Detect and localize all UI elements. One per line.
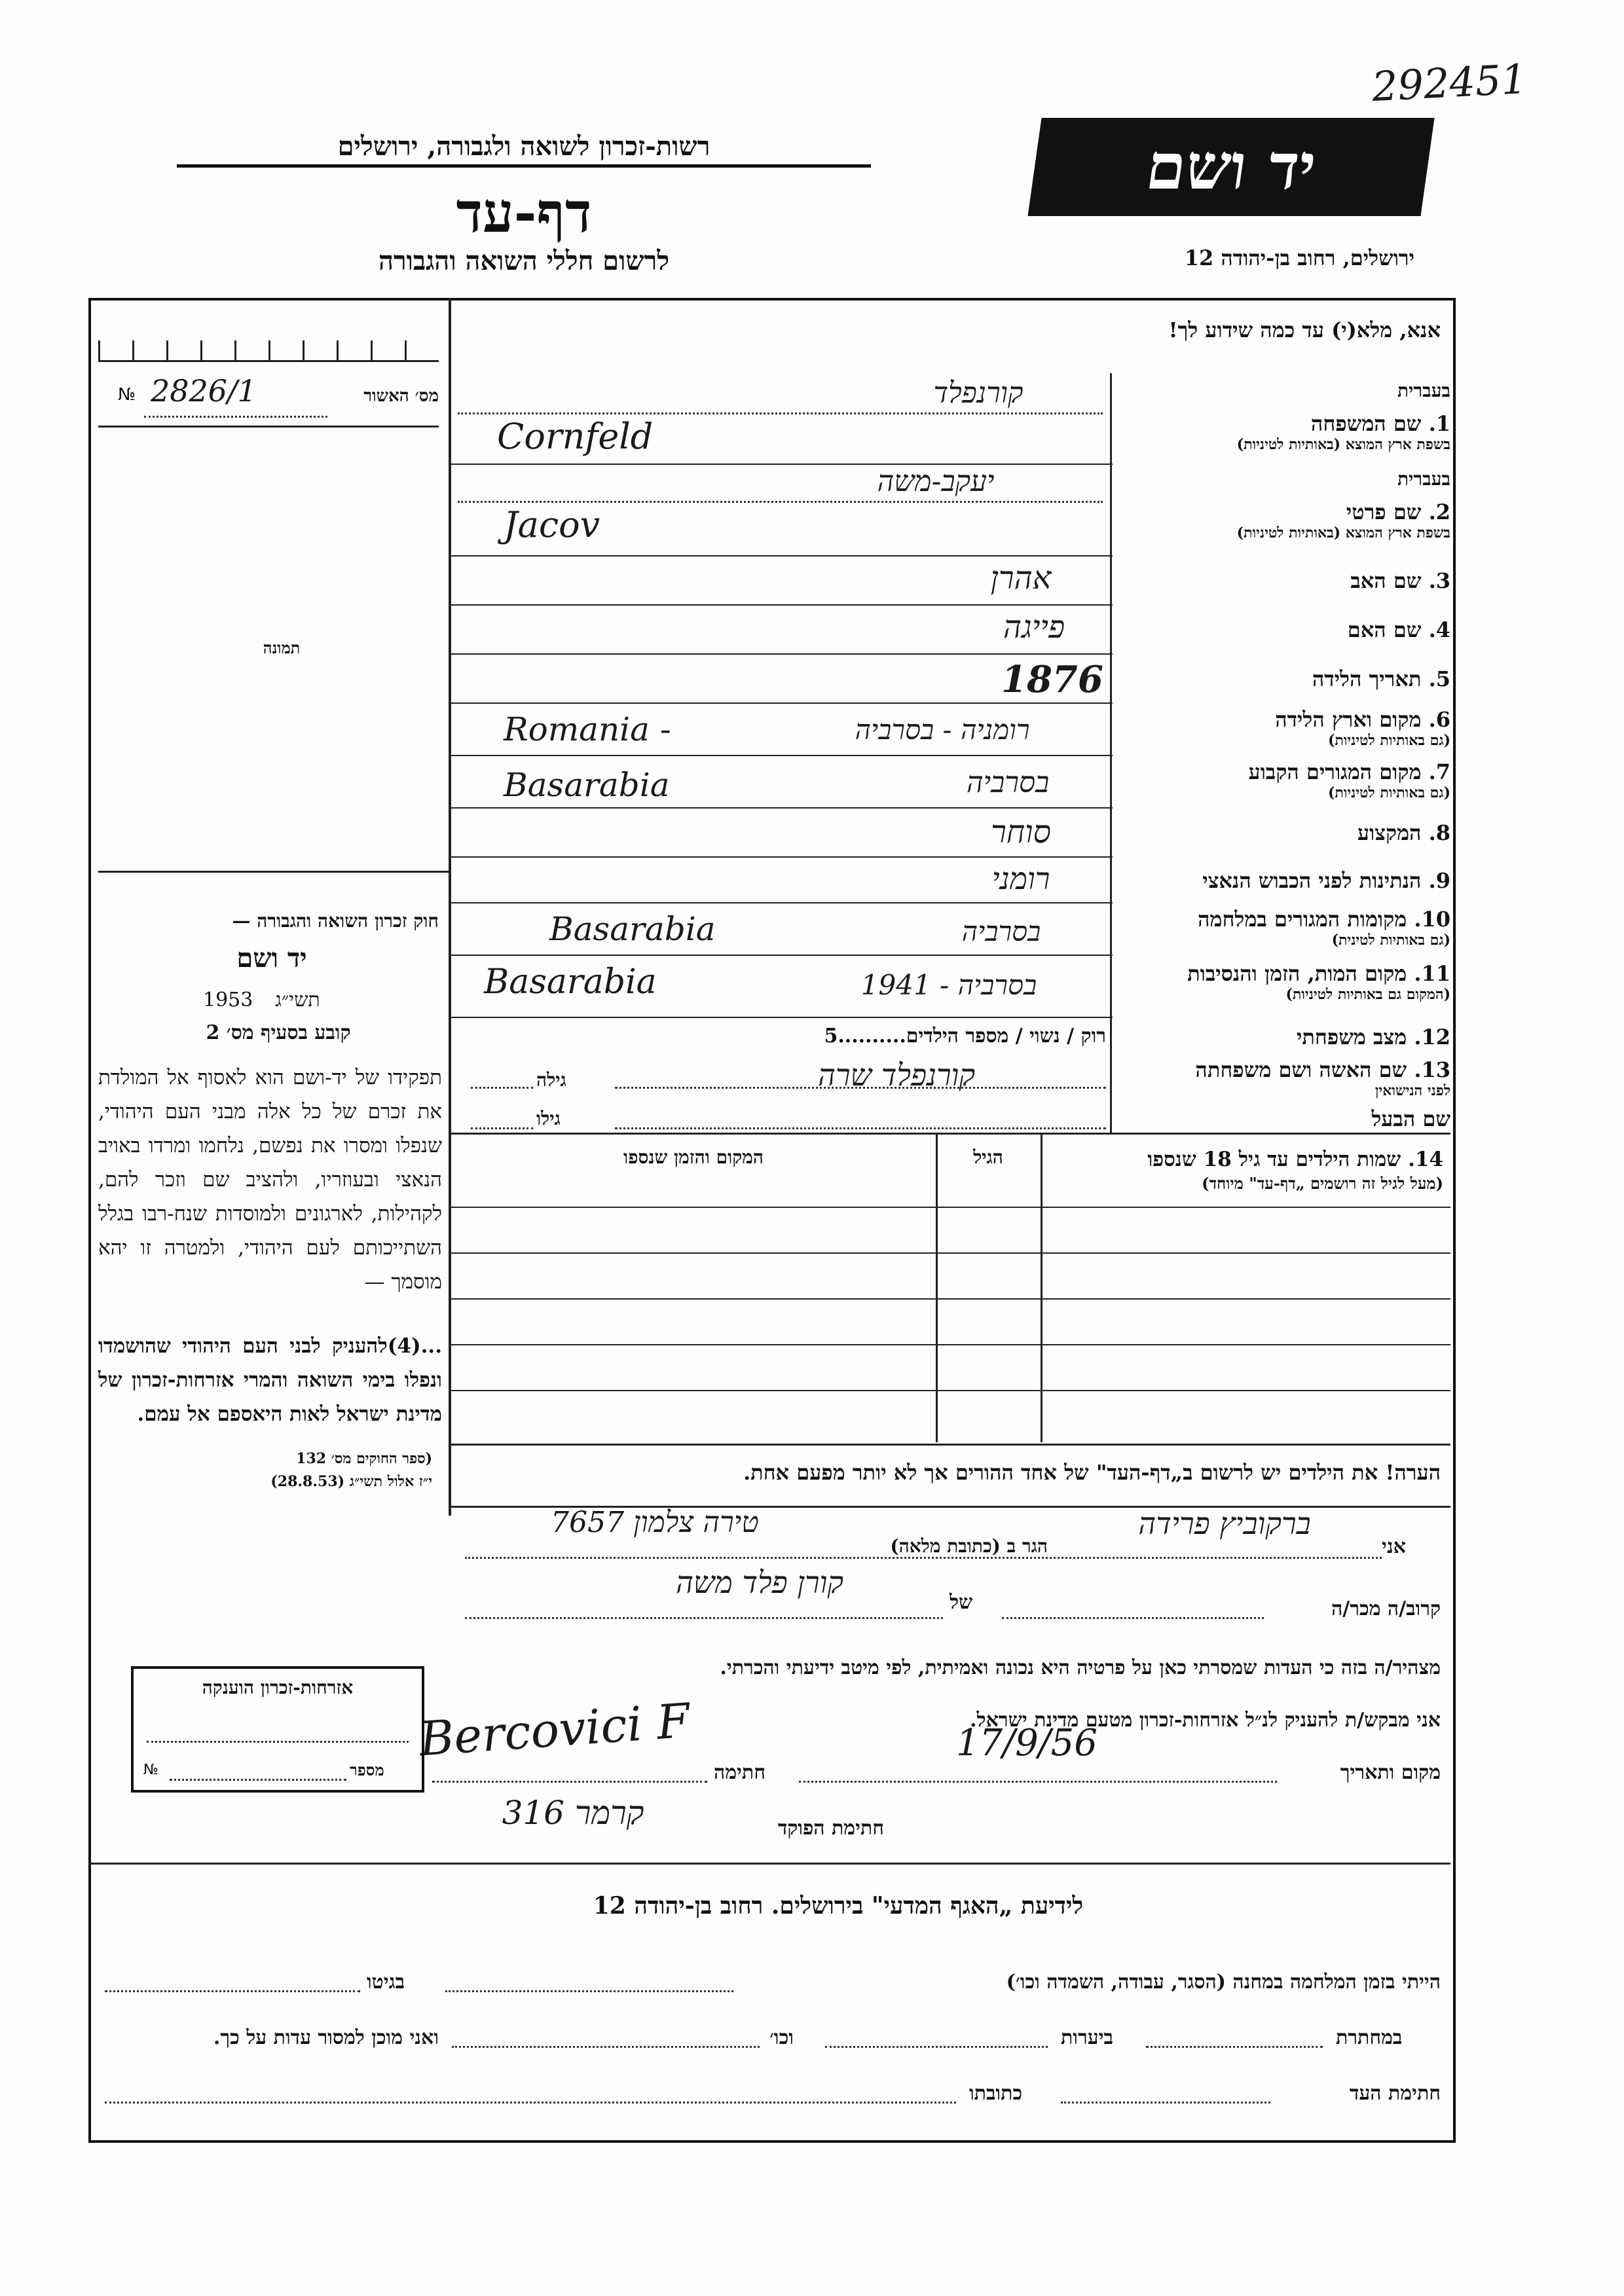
field-row-marital (451, 1018, 1450, 1057)
wartime-sub: (גם באותיות לטינית) (1331, 932, 1450, 949)
residence-label: מקום המגורים הקבוע (1248, 759, 1422, 784)
citizenship-number-dots (170, 1779, 346, 1781)
declaration-date: 17/9/56 (956, 1722, 1098, 1764)
birthdate-label: תאריך הלידה (1312, 666, 1422, 691)
wife-sub: לפני הנישואין (1375, 1082, 1450, 1099)
declaration-text: מצהיר/ה בזה כי העדות שמסרתי כאן על פרטיה היא נכונה ואמיתית, לפי מיטב ידיעתי והכרתי. (720, 1656, 1441, 1679)
field-row-birthdate (451, 655, 1450, 704)
children-label (1044, 1148, 1443, 1171)
children-row-line (451, 1298, 1450, 1300)
children-row-line (451, 1344, 1450, 1345)
death-sub: (המקום גם באותיות לטיניות) (1285, 986, 1450, 1003)
form-title: דף-עד (456, 180, 592, 245)
ghetto-label: בגיטו (367, 1971, 405, 1994)
etc-label: וכו׳ (769, 2026, 794, 2049)
children-age-header: הגיל (973, 1146, 1003, 1168)
husband-label-block (1149, 1106, 1450, 1131)
approval-no-prefix: № (118, 385, 136, 405)
surname-heb-line (458, 412, 1103, 414)
nationality-num: 9. (1428, 868, 1450, 893)
camp-dots (445, 1990, 733, 1992)
husband-name-dots (615, 1127, 1106, 1129)
firstname-heb-line (458, 501, 1103, 503)
children-row-line (451, 1390, 1450, 1391)
marital-label-block (1149, 1025, 1450, 1049)
death-num: 11. (1414, 961, 1450, 986)
marital-num: 12. (1414, 1025, 1450, 1049)
wartime-label-block (1149, 907, 1450, 949)
photo-bottom-rule (98, 871, 449, 873)
relative-name: קורן פלד משה (675, 1565, 844, 1600)
signature: Bercovici F (417, 1692, 692, 1767)
field-row-residence (451, 756, 1450, 809)
wife-label: שם האשה ושם משפחתה (1195, 1057, 1407, 1082)
wartime-heb: בסרביה (961, 915, 1041, 947)
field-row-husband (451, 1100, 1450, 1133)
residence-sub: (גם באותיות לטיניות) (1327, 784, 1450, 801)
birthplace-label-block (1149, 707, 1450, 749)
citizenship-number-label: מספר (350, 1760, 384, 1779)
birthdate-value: 1876 (1001, 658, 1103, 701)
children-sub: (מעל לגיל זה רושמים „דף-עד" מיוחד) (1202, 1174, 1443, 1193)
approval-dots (144, 416, 327, 418)
wartime-label: מקומות המגורים במלחמה (1198, 907, 1407, 932)
wife-value: קורנפלד שרה (817, 1057, 976, 1093)
father-value: אהרן (990, 560, 1052, 596)
children-row-line (451, 1252, 1450, 1254)
address-dots (465, 1557, 1382, 1559)
of-label: של (950, 1591, 973, 1614)
forests-label: ביערות (1061, 2026, 1114, 2049)
residence-latin: Basarabia (504, 766, 670, 804)
citizenship-no: № (143, 1762, 158, 1778)
field-row-death (451, 956, 1450, 1018)
field-row-profession (451, 809, 1450, 858)
field-row-firstname (451, 465, 1450, 556)
husband-label: שם הבעל (1371, 1106, 1450, 1131)
profession-value: סוחר (991, 814, 1051, 850)
witness-address-dots (105, 2102, 956, 2104)
firstname-heb-tag: בעברית (1397, 468, 1450, 490)
death-latin: Basarabia (484, 962, 657, 1002)
law-text: תפקידו של יד-ושם הוא לאסוף אל המולדת את זכרם של כל אלה מבני העם היהודי, שנפלו ומסרו את נפשם, נלחמו ומרדו באויב הנאצי ובעוזריו, ולהציב שם וזכר להם, לקהילות, לארגונים ולמוסדות שנח-רבו בגלל השתייכותם לעם היהודי, ולמטרה זו יהא מוסמך — (98, 1066, 442, 1294)
wartime-latin: Basarabia (549, 910, 716, 948)
declarant-name: ברקוביץ פרידה (1138, 1506, 1311, 1541)
intro-text: אנא, מלא(י) עד כמה שידוע לך! (1168, 318, 1441, 342)
relative-name-dots (465, 1617, 943, 1619)
surname-heb: קורנפלד (933, 376, 1024, 410)
ruler (98, 340, 439, 362)
declarant-resides-label: הגר ב (כתובת מלאה) (890, 1535, 1048, 1557)
declarant-ani: אני (1382, 1535, 1406, 1558)
surname-sub: בשפת ארץ המוצא (באותיות לטיניות) (1236, 436, 1450, 453)
father-label: שם האב (1350, 568, 1422, 593)
place-date-label: מקום ותאריך (1340, 1761, 1441, 1784)
field-row-mother (451, 606, 1450, 655)
bottom-title: לידיעת „האגף המדעי" בירושלים. רחוב בן-יהודה 12 (593, 1892, 1084, 1920)
children-row-line (451, 1207, 1450, 1208)
witness-address-label: כתובתו (969, 2082, 1023, 2105)
underground-label: במחתרת (1336, 2026, 1403, 2049)
husband-age-dots (471, 1127, 533, 1129)
law-logo: יד ושם (236, 943, 307, 974)
surname-heb-tag: בעברית (1397, 380, 1450, 401)
firstname-latin: Jacov (504, 504, 600, 545)
residence-heb: בסרביה (966, 766, 1050, 799)
field-row-wife (451, 1057, 1450, 1100)
children-col-divider (1041, 1135, 1043, 1442)
profession-label-block (1149, 820, 1450, 845)
wife-num: 13. (1414, 1057, 1450, 1082)
father-label-block (1149, 568, 1450, 593)
officer-signature: קרמר 316 (502, 1794, 644, 1832)
death-heb: בסרביה - 1941 (860, 969, 1037, 1001)
org-line: רשות-זכרון לשואה ולגבורה, ירושלים (177, 131, 871, 168)
citizenship-box (131, 1666, 424, 1793)
declarant-address: טירה צלמון 7657 (551, 1506, 759, 1539)
field-row-father (451, 556, 1450, 606)
law-source: (ספר החוקים מס׳ 132 (296, 1450, 432, 1467)
relative-dots (1002, 1617, 1264, 1619)
firstname-num: 2. (1428, 500, 1450, 524)
approval-rule (98, 426, 439, 428)
photo-label: תמונה (263, 638, 301, 657)
birthplace-latin: Romania - (504, 710, 671, 748)
mother-label-block (1149, 617, 1450, 642)
father-num: 3. (1428, 568, 1450, 593)
wartime-num: 10. (1414, 907, 1450, 932)
header-address: ירושלים, רחוב בן-יהודה 12 (1184, 246, 1414, 270)
nationality-value: רומני (991, 861, 1050, 896)
etc-dots (452, 2046, 760, 2048)
request-text: אני מבקש/ת להעניק לנ״ל אזרחות-זכרון מטעם מדינת ישראל. (970, 1709, 1441, 1732)
relative-label: קרוב/ה מכר/ה (1331, 1597, 1441, 1620)
signature-label: חתימה (714, 1761, 766, 1784)
approval-value: 2826/1 (151, 373, 257, 409)
form-purpose: לרשום חללי השואה והגבורה (378, 246, 670, 276)
law-clause: קובע בסעיף מס׳ 2 (206, 1021, 351, 1044)
children-col-divider (936, 1135, 938, 1442)
signature-dots (432, 1781, 707, 1783)
firstname-label-block (1123, 468, 1450, 541)
children-place-header: המקום והזמן שנספו (623, 1146, 764, 1168)
officer-label: חתימת הפוקד (777, 1817, 884, 1840)
mother-num: 4. (1428, 617, 1450, 642)
field-row-wartime-residence (451, 903, 1450, 956)
birthdate-num: 5. (1428, 666, 1450, 691)
wife-age-label: גילה (536, 1069, 566, 1091)
birthplace-label: מקום וארץ הלידה (1275, 707, 1422, 732)
field-rows (451, 373, 1450, 1133)
camp-line: הייתי בזמן המלחמה במחנה (הסגר, עבודה, השמדה וכו׳) (1006, 1971, 1441, 1994)
law-year-heb: תשי״ג (275, 989, 320, 1011)
witness-sig-label: חתימת העד (1349, 2082, 1441, 2105)
bottom-section-rule (88, 1863, 1450, 1865)
approval-label: מס׳ האשור (363, 386, 439, 406)
field-row-birthplace (451, 704, 1450, 756)
firstname-heb: יעקב-משה (877, 465, 995, 498)
profession-label: המקצוע (1357, 820, 1422, 845)
marital-label: מצב משפחתי (1297, 1025, 1407, 1049)
yad-vashem-logo: יד ושם (1027, 118, 1434, 216)
mother-value: פייגה (1003, 609, 1065, 646)
wife-label-block (1149, 1057, 1450, 1099)
husband-age-label: גילו (536, 1108, 561, 1129)
birthplace-heb: רומניה - בסרביה (855, 714, 1030, 746)
ghetto-dots (105, 1990, 360, 1992)
birthplace-num: 6. (1428, 707, 1450, 732)
witness-sig-dots (1061, 2102, 1270, 2104)
firstname-label: שם פרטי (1346, 500, 1422, 524)
surname-label-block (1123, 380, 1450, 453)
profession-num: 8. (1428, 820, 1450, 845)
children-label-text: שמות הילדים עד גיל 18 שנספו (1147, 1148, 1401, 1171)
residence-label-block (1149, 759, 1450, 801)
law-year: 1953 (203, 989, 253, 1011)
residence-num: 7. (1428, 759, 1450, 784)
birthdate-label-block (1149, 666, 1450, 691)
children-num: 14. (1408, 1148, 1443, 1171)
surname-label: שם המשפחה (1310, 411, 1422, 436)
field-row-surname (451, 373, 1450, 465)
mother-label: שם האם (1347, 617, 1422, 642)
law-title: חוק זכרון השואה והגבורה — (232, 910, 439, 932)
firstname-sub: בשפת ארץ המוצא (באותיות לטיניות) (1236, 524, 1450, 541)
date-dots (799, 1781, 1277, 1783)
surname-num: 1. (1428, 411, 1450, 436)
death-label: מקום המות, הזמן והנסיבות (1187, 961, 1407, 986)
underground-dots (1146, 2046, 1323, 2048)
ready-text: ואני מוכן למסור עדות על כך. (213, 2026, 439, 2049)
wife-name-dots (615, 1087, 1106, 1089)
birthplace-sub: (גם באותיות לטיניות) (1327, 732, 1450, 749)
note-top-rule (451, 1444, 1450, 1446)
children-table (451, 1135, 1450, 1442)
death-label-block (1149, 961, 1450, 1003)
surname-latin: Cornfeld (497, 416, 654, 457)
field-row-nationality (451, 858, 1450, 903)
marital-value: רוק / נשוי / מספר הילדים..........5 (824, 1025, 1106, 1048)
citizenship-dots (147, 1741, 409, 1743)
forests-dots (825, 2046, 1048, 2048)
law-source-date: י״ז אלול תשי״ג (28.8.53) (270, 1473, 432, 1490)
archive-number: 292451 (1371, 54, 1528, 111)
nationality-label-block (1149, 868, 1450, 893)
law-text-2: ...(4)להעניק לבני העם היהודי שהושמדו ונפלו בימי השואה והמרי אזרחות-זכרון של מדינת ישראל לאות היאספם אל עמם. (98, 1334, 442, 1426)
citizenship-title: אזרחות-זכרון הוענקה (202, 1677, 354, 1698)
wife-age-dots (471, 1087, 533, 1089)
note-text: הערה! את הילדים יש לרשום ב„דף-העד" של אחד ההורים אך לא יותר מפעם אחת. (743, 1460, 1441, 1485)
nationality-label: הנתינות לפני הכבוש הנאצי (1202, 868, 1422, 893)
